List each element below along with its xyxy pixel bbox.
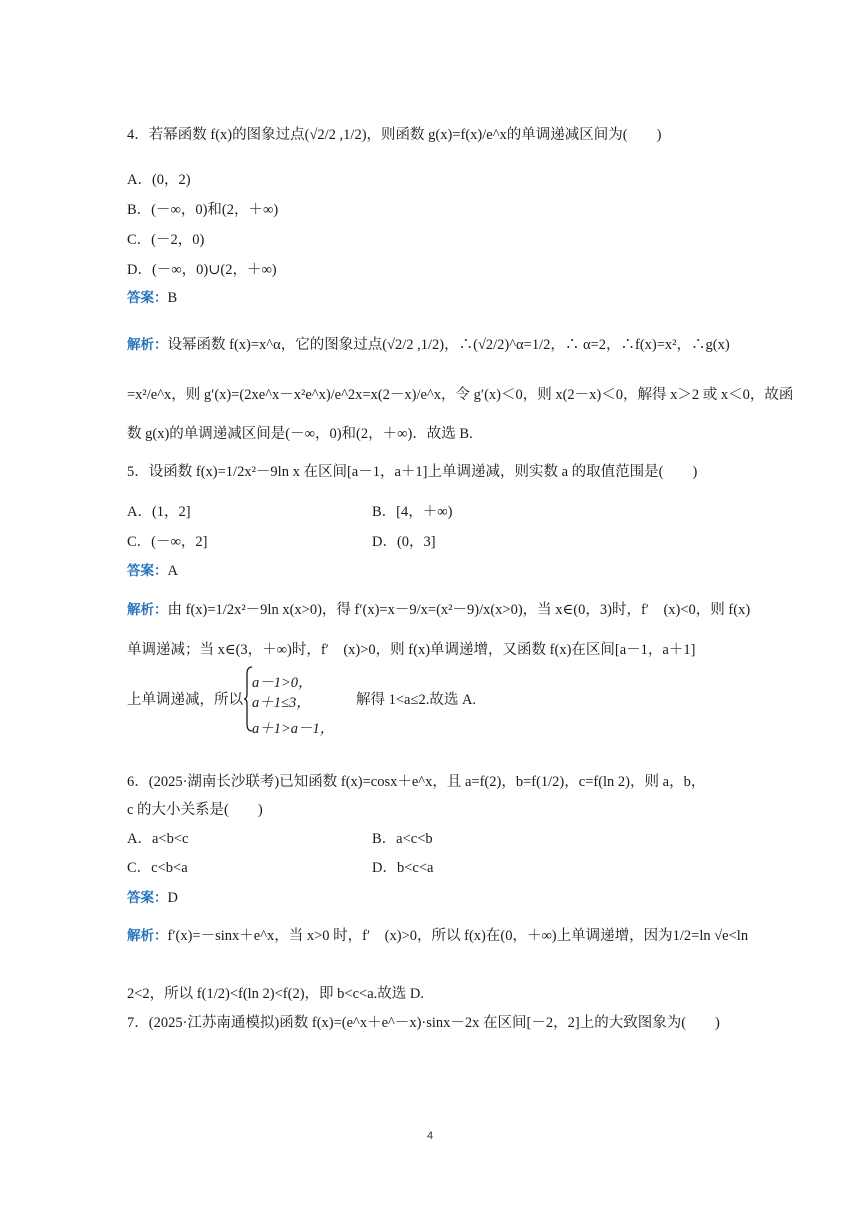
answer-value: B xyxy=(167,290,178,306)
line-text: 7．(2025·江苏南通模拟)函数 f(x)=(e^x＋e^－x)·sinx－2x 在区间[－2，2]上的大致图象为( ) xyxy=(127,1015,720,1031)
q5-analysis-1 xyxy=(127,600,750,620)
q5-optD: D．(0，3] xyxy=(372,534,436,550)
line-text: B．(－∞，0)和(2，＋∞) xyxy=(127,202,279,218)
q4-analysis-2 xyxy=(127,385,793,405)
q6-optD: D．b<c<a xyxy=(372,860,434,876)
line-text: C．(－2，0) xyxy=(127,232,205,248)
q5-stem xyxy=(127,462,697,482)
q5-analysis-3 xyxy=(127,690,243,710)
q4-stem xyxy=(127,125,661,145)
line-text: c 的大小关系是( ) xyxy=(127,802,263,818)
q5-answer xyxy=(127,561,178,581)
system-row-3: a＋1>a－1， xyxy=(252,721,335,737)
q6-answer xyxy=(127,888,178,908)
answer-value: D xyxy=(167,890,178,906)
q4-analysis-3 xyxy=(127,424,473,444)
line-text: 数 g(x)的单调递减区间是(－∞，0)和(2，＋∞)．故选 B. xyxy=(127,426,473,442)
left-brace-icon xyxy=(244,666,254,732)
q7-stem xyxy=(127,1013,720,1033)
q6-analysis-1 xyxy=(127,926,748,946)
line-text: A．(1，2] xyxy=(127,504,191,520)
line-text: A．a<b<c xyxy=(127,831,189,847)
line-text: 单调递减；当 x∈(3，＋∞)时，f′ (x)>0，则 f(x)单调递增，又函数 f(x)在区间[a－1，a＋1] xyxy=(127,642,696,658)
q4-optD xyxy=(127,260,277,280)
line-text: 2<2，所以 f(1/2)<f(ln 2)<f(2)，即 b<c<a.故选 D. xyxy=(127,986,424,1002)
q4-analysis-1 xyxy=(127,335,730,355)
q5-optA xyxy=(127,502,191,522)
line-text: 由 f(x)=1/2x²－9ln x(x>0)，得 f′(x)=x－9/x=(x²－9)/x(x>0)，当 x∈(0，3)时，f′ (x)<0，则 f(x) xyxy=(167,602,751,618)
q5-optB: B．[4，＋∞) xyxy=(372,504,453,520)
q6-optB: B．a<c<b xyxy=(372,831,433,847)
line-text: A．(0，2) xyxy=(127,172,191,188)
line-text: 5．设函数 f(x)=1/2x²－9ln x 在区间[a－1，a＋1]上单调递减，则实数 a 的取值范围是( ) xyxy=(127,464,698,480)
line-text: 上单调递减，所以 xyxy=(127,692,243,708)
q4-optB xyxy=(127,200,278,220)
q6-stem-2 xyxy=(127,800,263,820)
line-text: =x²/e^x，则 g′(x)=(2xe^x－x²e^x)/e^2x=x(2－x)/e^x，令 g′(x)＜0，则 x(2－x)＜0，解得 x＞2 或 x＜0，故函 xyxy=(127,387,794,403)
q6-optC xyxy=(127,858,188,878)
line-text: C．(－∞，2] xyxy=(127,534,208,550)
q6-analysis-2 xyxy=(127,984,424,1004)
line-text: 设幂函数 f(x)=x^α，它的图象过点(√2/2 ,1/2)，∴(√2/2)^α=1/2，∴ α=2，∴f(x)=x²，∴g(x) xyxy=(167,337,730,353)
q6-optA xyxy=(127,829,188,849)
q5-optC xyxy=(127,532,207,552)
system-conclusion: 解得 1<a≤2.故选 A. xyxy=(356,692,477,708)
system-row-2: a＋1≤3， xyxy=(252,695,311,711)
q5-analysis-2 xyxy=(127,640,695,660)
line-text: C．c<b<a xyxy=(127,860,188,876)
analysis-label: 解析： xyxy=(127,337,168,353)
answer-label: 答案： xyxy=(127,290,168,306)
page-number: 4 xyxy=(426,1130,434,1142)
line-text: D．(－∞，0)∪(2，＋∞) xyxy=(127,262,277,278)
analysis-label: 解析： xyxy=(127,928,168,944)
line-text: 4．若幂函数 f(x)的图象过点(√2/2 ,1/2)，则函数 g(x)=f(x)/e^x的单调递减区间为( ) xyxy=(127,127,662,143)
line-text: f′(x)=－sinx＋e^x，当 x>0 时，f′ (x)>0，所以 f(x)在(0，＋∞)上单调递增，因为1/2=ln √e<ln xyxy=(167,928,749,944)
q4-answer xyxy=(127,288,177,308)
line-text: 6．(2025·湖南长沙联考)已知函数 f(x)=cosx＋e^x，且 a=f(2)，b=f(1/2)，c=f(ln 2)，则 a，b， xyxy=(127,774,706,790)
q4-optA xyxy=(127,170,191,190)
analysis-label: 解析： xyxy=(127,602,168,618)
answer-value: A xyxy=(167,563,178,579)
q6-stem-1 xyxy=(127,772,705,792)
answer-label: 答案： xyxy=(127,563,168,579)
q4-optC xyxy=(127,230,204,250)
answer-label: 答案： xyxy=(127,890,168,906)
system-row-1: a－1>0， xyxy=(252,675,313,691)
